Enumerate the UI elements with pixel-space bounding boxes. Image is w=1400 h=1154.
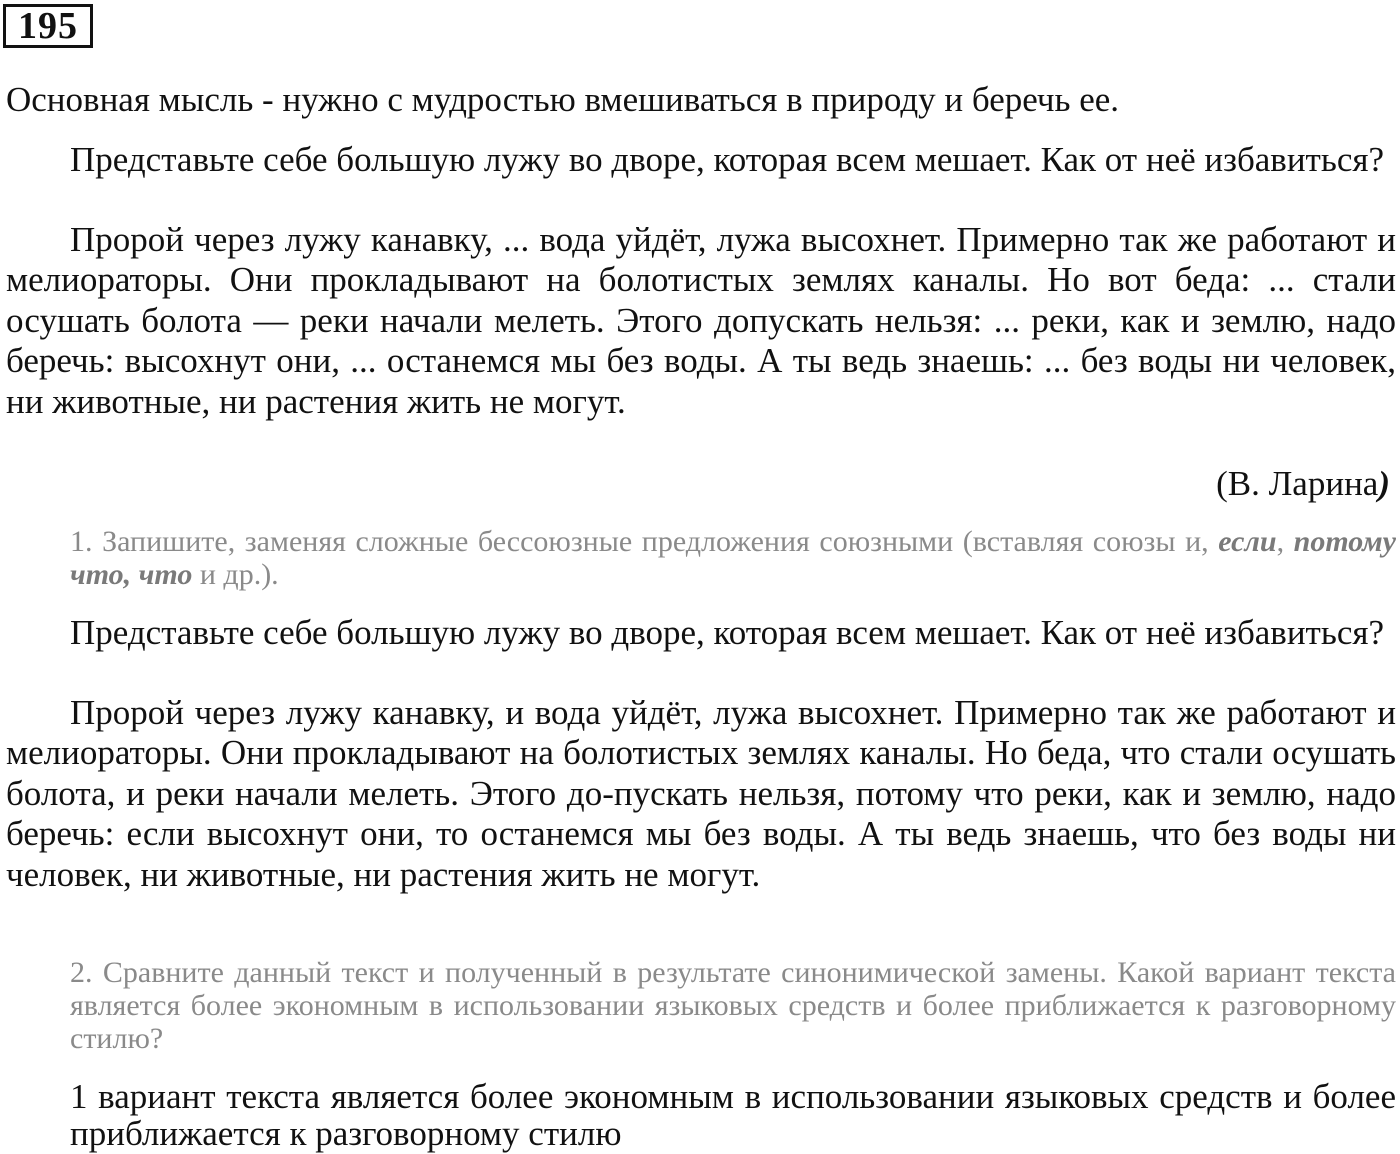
task-1-text: Запишите, заменяя сложные бессоюзные предложения союзными (вставляя союзы и, bbox=[102, 525, 1209, 558]
answer-text: 1 вариант текста является более экономным в использовании языковых средств и более приближается к разговорному стилю bbox=[70, 1077, 1396, 1153]
task-1-text-end: и др.). bbox=[199, 558, 279, 591]
conjunction-because-that: потому что, что bbox=[70, 525, 1396, 591]
task-1-number: 1. bbox=[70, 525, 93, 558]
main-idea: Основная мысль - нужно с мудростью вмешиваться в природу и беречь ее. bbox=[6, 80, 1120, 119]
rewritten-paragraph-2: Пророй через лужу канавку, и вода уйдёт, лужа высохнет. Примерно так же работают и мелиораторы. Они прокладывают на болотистых землях каналы. Но беда, что стали осушать болота, и реки начали мелеть. Этого до-пускать нельзя, потому что реки, как и землю, надо беречь: если высохнут они, то останемся мы без воды. А ты ведь знаешь, что без воды ни человек, ни животные, ни растения жить не могут. bbox=[6, 693, 1396, 894]
original-paragraph-1: Представьте себе большую лужу во дворе, которая всем мешает. Как от неё избавиться? bbox=[70, 140, 1384, 179]
rewritten-paragraph-1: Представьте себе большую лужу во дворе, которая всем мешает. Как от неё избавиться? bbox=[70, 613, 1384, 652]
author-attribution bbox=[1216, 464, 1390, 504]
exercise-number: 195 bbox=[3, 4, 93, 48]
task-1-separator: , bbox=[1276, 525, 1285, 558]
task-2-text: Сравните данный текст и полученный в результате синонимической замены. Какой вариант текста является более экономным в использовании языковых средств и более приближается к разговорному стилю? bbox=[70, 956, 1396, 1055]
conjunction-if: если bbox=[1218, 525, 1277, 558]
author-name: (В. Ларина bbox=[1216, 464, 1379, 503]
task-2-number: 2. bbox=[70, 956, 93, 989]
task-2 bbox=[70, 956, 1396, 1055]
original-paragraph-2: Пророй через лужу канавку, ... вода уйдёт, лужа высохнет. Примерно так же работают и мелиораторы. Они прокладывают на болотистых землях каналы. Но вот беда: ... стали осушать болота — реки начали мелеть. Этого допускать нельзя: ... реки, как и землю, надо беречь: высохнут они, ... останемся мы без воды. А ты ведь знаешь: ... без воды ни человек, ни животные, ни растения жить не могут. bbox=[6, 220, 1396, 421]
author-close-paren: ) bbox=[1378, 464, 1390, 503]
task-1 bbox=[70, 525, 1396, 591]
